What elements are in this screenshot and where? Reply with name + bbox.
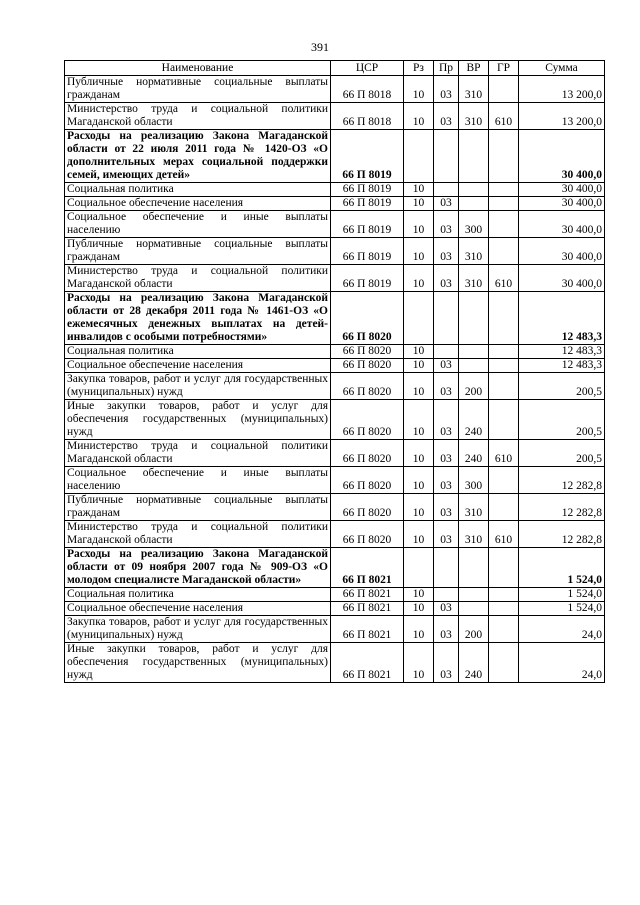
row-gr — [489, 292, 519, 345]
row-pr: 03 — [434, 616, 459, 643]
row-gr — [489, 616, 519, 643]
row-vr — [459, 359, 489, 373]
row-csr: 66 П 8019 — [331, 211, 404, 238]
row-sum: 12 282,8 — [519, 494, 605, 521]
row-gr — [489, 602, 519, 616]
row-rz: 10 — [404, 588, 434, 602]
table-row — [65, 602, 605, 616]
row-gr — [489, 494, 519, 521]
row-csr: 66 П 8020 — [331, 359, 404, 373]
row-csr: 66 П 8019 — [331, 183, 404, 197]
row-gr — [489, 76, 519, 103]
row-vr: 310 — [459, 103, 489, 130]
header-name: Наименование — [65, 61, 331, 76]
row-gr — [489, 467, 519, 494]
table-row — [65, 76, 605, 103]
row-csr: 66 П 8021 — [331, 643, 404, 683]
row-vr: 240 — [459, 440, 489, 467]
row-csr: 66 П 8020 — [331, 345, 404, 359]
row-rz: 10 — [404, 345, 434, 359]
row-pr: 03 — [434, 521, 459, 548]
row-pr — [434, 588, 459, 602]
row-gr — [489, 548, 519, 588]
row-rz: 10 — [404, 103, 434, 130]
row-name: Социальная политика — [65, 345, 331, 359]
table-row — [65, 467, 605, 494]
row-rz: 10 — [404, 265, 434, 292]
row-name: Публичные нормативные социальные выплаты гражданам — [65, 76, 331, 103]
row-vr — [459, 602, 489, 616]
page-number: 391 — [311, 40, 329, 54]
row-gr — [489, 197, 519, 211]
row-pr: 03 — [434, 265, 459, 292]
row-name: Социальная политика — [65, 183, 331, 197]
row-pr — [434, 183, 459, 197]
row-csr: 66 П 8021 — [331, 548, 404, 588]
row-sum: 200,5 — [519, 373, 605, 400]
row-csr: 66 П 8021 — [331, 588, 404, 602]
row-csr: 66 П 8021 — [331, 616, 404, 643]
row-sum: 1 524,0 — [519, 588, 605, 602]
header-pr: Пр — [434, 61, 459, 76]
row-gr — [489, 643, 519, 683]
row-vr — [459, 292, 489, 345]
row-sum: 1 524,0 — [519, 602, 605, 616]
row-vr: 310 — [459, 238, 489, 265]
table-row — [65, 548, 605, 588]
row-vr — [459, 130, 489, 183]
row-csr: 66 П 8020 — [331, 373, 404, 400]
row-pr: 03 — [434, 211, 459, 238]
row-vr: 310 — [459, 76, 489, 103]
row-sum: 1 524,0 — [519, 548, 605, 588]
row-pr: 03 — [434, 76, 459, 103]
row-gr — [489, 345, 519, 359]
row-rz: 10 — [404, 521, 434, 548]
row-pr — [434, 292, 459, 345]
row-csr: 66 П 8021 — [331, 602, 404, 616]
row-pr: 03 — [434, 467, 459, 494]
row-pr: 03 — [434, 103, 459, 130]
row-name: Иные закупки товаров, работ и услуг для обеспечения государственных (муниципальных) нужд — [65, 643, 331, 683]
row-rz: 10 — [404, 440, 434, 467]
row-name: Социальное обеспечение и иные выплаты населению — [65, 467, 331, 494]
row-pr: 03 — [434, 602, 459, 616]
row-name: Социальное обеспечение населения — [65, 602, 331, 616]
row-csr: 66 П 8020 — [331, 440, 404, 467]
row-csr: 66 П 8018 — [331, 76, 404, 103]
row-rz: 10 — [404, 616, 434, 643]
row-gr — [489, 359, 519, 373]
row-sum: 30 400,0 — [519, 197, 605, 211]
row-rz — [404, 548, 434, 588]
row-rz: 10 — [404, 359, 434, 373]
row-vr: 240 — [459, 643, 489, 683]
row-name: Министерство труда и социальной политики Магаданской области — [65, 265, 331, 292]
table-row — [65, 400, 605, 440]
row-sum: 12 282,8 — [519, 521, 605, 548]
row-pr: 03 — [434, 373, 459, 400]
row-pr: 03 — [434, 440, 459, 467]
row-csr: 66 П 8020 — [331, 400, 404, 440]
table-row — [65, 265, 605, 292]
row-csr: 66 П 8019 — [331, 265, 404, 292]
table-row — [65, 211, 605, 238]
row-rz: 10 — [404, 238, 434, 265]
table-row — [65, 345, 605, 359]
table-row — [65, 359, 605, 373]
row-vr: 240 — [459, 400, 489, 440]
row-rz: 10 — [404, 76, 434, 103]
row-name: Министерство труда и социальной политики Магаданской области — [65, 521, 331, 548]
row-vr: 310 — [459, 494, 489, 521]
row-csr: 66 П 8019 — [331, 197, 404, 211]
row-pr: 03 — [434, 643, 459, 683]
row-name: Социальная политика — [65, 588, 331, 602]
row-gr: 610 — [489, 103, 519, 130]
row-sum: 200,5 — [519, 440, 605, 467]
row-name: Министерство труда и социальной политики Магаданской области — [65, 440, 331, 467]
row-rz: 10 — [404, 197, 434, 211]
row-sum: 30 400,0 — [519, 265, 605, 292]
row-pr — [434, 548, 459, 588]
row-sum: 12 483,3 — [519, 292, 605, 345]
row-rz: 10 — [404, 211, 434, 238]
row-sum: 12 282,8 — [519, 467, 605, 494]
row-name: Социальное обеспечение населения — [65, 197, 331, 211]
row-vr: 300 — [459, 467, 489, 494]
row-sum: 30 400,0 — [519, 211, 605, 238]
row-name: Расходы на реализацию Закона Магаданской области от 28 декабря 2011 года № 1461-ОЗ «О ежемесячных денежных выплатах на детей-инвалидов с особыми потребностями» — [65, 292, 331, 345]
row-gr: 610 — [489, 440, 519, 467]
table-row — [65, 588, 605, 602]
table-row — [65, 130, 605, 183]
header-gr: ГР — [489, 61, 519, 76]
row-csr: 66 П 8020 — [331, 292, 404, 345]
row-vr: 200 — [459, 616, 489, 643]
table-row — [65, 521, 605, 548]
row-csr: 66 П 8020 — [331, 467, 404, 494]
table-row — [65, 183, 605, 197]
row-rz: 10 — [404, 467, 434, 494]
row-name: Расходы на реализацию Закона Магаданской области от 09 ноября 2007 года № 909-ОЗ «О молодом специалисте Магаданской области» — [65, 548, 331, 588]
row-rz: 10 — [404, 183, 434, 197]
row-csr: 66 П 8019 — [331, 130, 404, 183]
row-gr — [489, 400, 519, 440]
row-name: Социальное обеспечение и иные выплаты населению — [65, 211, 331, 238]
row-vr: 310 — [459, 265, 489, 292]
row-sum: 200,5 — [519, 400, 605, 440]
row-rz — [404, 130, 434, 183]
row-gr — [489, 183, 519, 197]
row-vr — [459, 548, 489, 588]
row-rz: 10 — [404, 494, 434, 521]
budget-table — [64, 60, 605, 683]
row-name: Министерство труда и социальной политики Магаданской области — [65, 103, 331, 130]
row-pr: 03 — [434, 238, 459, 265]
row-pr — [434, 130, 459, 183]
table-row — [65, 373, 605, 400]
row-csr: 66 П 8019 — [331, 238, 404, 265]
row-sum: 13 200,0 — [519, 103, 605, 130]
table-row — [65, 292, 605, 345]
row-csr: 66 П 8020 — [331, 494, 404, 521]
row-csr: 66 П 8020 — [331, 521, 404, 548]
row-name: Закупка товаров, работ и услуг для государственных (муниципальных) нужд — [65, 373, 331, 400]
row-vr — [459, 183, 489, 197]
row-csr: 66 П 8018 — [331, 103, 404, 130]
header-csr: ЦСР — [331, 61, 404, 76]
table-row — [65, 643, 605, 683]
row-gr: 610 — [489, 265, 519, 292]
header-vr: ВР — [459, 61, 489, 76]
row-sum: 12 483,3 — [519, 345, 605, 359]
header-sum: Сумма — [519, 61, 605, 76]
table-row — [65, 440, 605, 467]
row-sum: 13 200,0 — [519, 76, 605, 103]
row-sum: 12 483,3 — [519, 359, 605, 373]
row-rz: 10 — [404, 373, 434, 400]
row-gr — [489, 373, 519, 400]
row-pr: 03 — [434, 400, 459, 440]
row-gr — [489, 588, 519, 602]
row-rz: 10 — [404, 643, 434, 683]
row-gr: 610 — [489, 521, 519, 548]
row-sum: 30 400,0 — [519, 238, 605, 265]
row-vr: 300 — [459, 211, 489, 238]
row-vr — [459, 345, 489, 359]
row-rz: 10 — [404, 602, 434, 616]
row-sum: 30 400,0 — [519, 130, 605, 183]
row-rz: 10 — [404, 400, 434, 440]
header-rz: Рз — [404, 61, 434, 76]
row-sum: 24,0 — [519, 643, 605, 683]
row-name: Иные закупки товаров, работ и услуг для обеспечения государственных (муниципальных) нужд — [65, 400, 331, 440]
row-pr: 03 — [434, 494, 459, 521]
table-row — [65, 197, 605, 211]
row-gr — [489, 238, 519, 265]
table-row — [65, 616, 605, 643]
row-name: Расходы на реализацию Закона Магаданской области от 22 июля 2011 года № 1420-ОЗ «О дополнительных мерах социальной поддержки семей, имеющих детей» — [65, 130, 331, 183]
row-name: Закупка товаров, работ и услуг для государственных (муниципальных) нужд — [65, 616, 331, 643]
row-name: Публичные нормативные социальные выплаты гражданам — [65, 494, 331, 521]
row-sum: 30 400,0 — [519, 183, 605, 197]
row-gr — [489, 211, 519, 238]
row-pr — [434, 345, 459, 359]
row-name: Социальное обеспечение населения — [65, 359, 331, 373]
row-sum: 24,0 — [519, 616, 605, 643]
row-vr: 200 — [459, 373, 489, 400]
row-rz — [404, 292, 434, 345]
row-pr: 03 — [434, 359, 459, 373]
row-vr — [459, 588, 489, 602]
table-header-row — [65, 61, 605, 76]
table-row — [65, 103, 605, 130]
row-gr — [489, 130, 519, 183]
row-vr: 310 — [459, 521, 489, 548]
table-row — [65, 238, 605, 265]
row-name: Публичные нормативные социальные выплаты гражданам — [65, 238, 331, 265]
table-row — [65, 494, 605, 521]
row-pr: 03 — [434, 197, 459, 211]
row-vr — [459, 197, 489, 211]
